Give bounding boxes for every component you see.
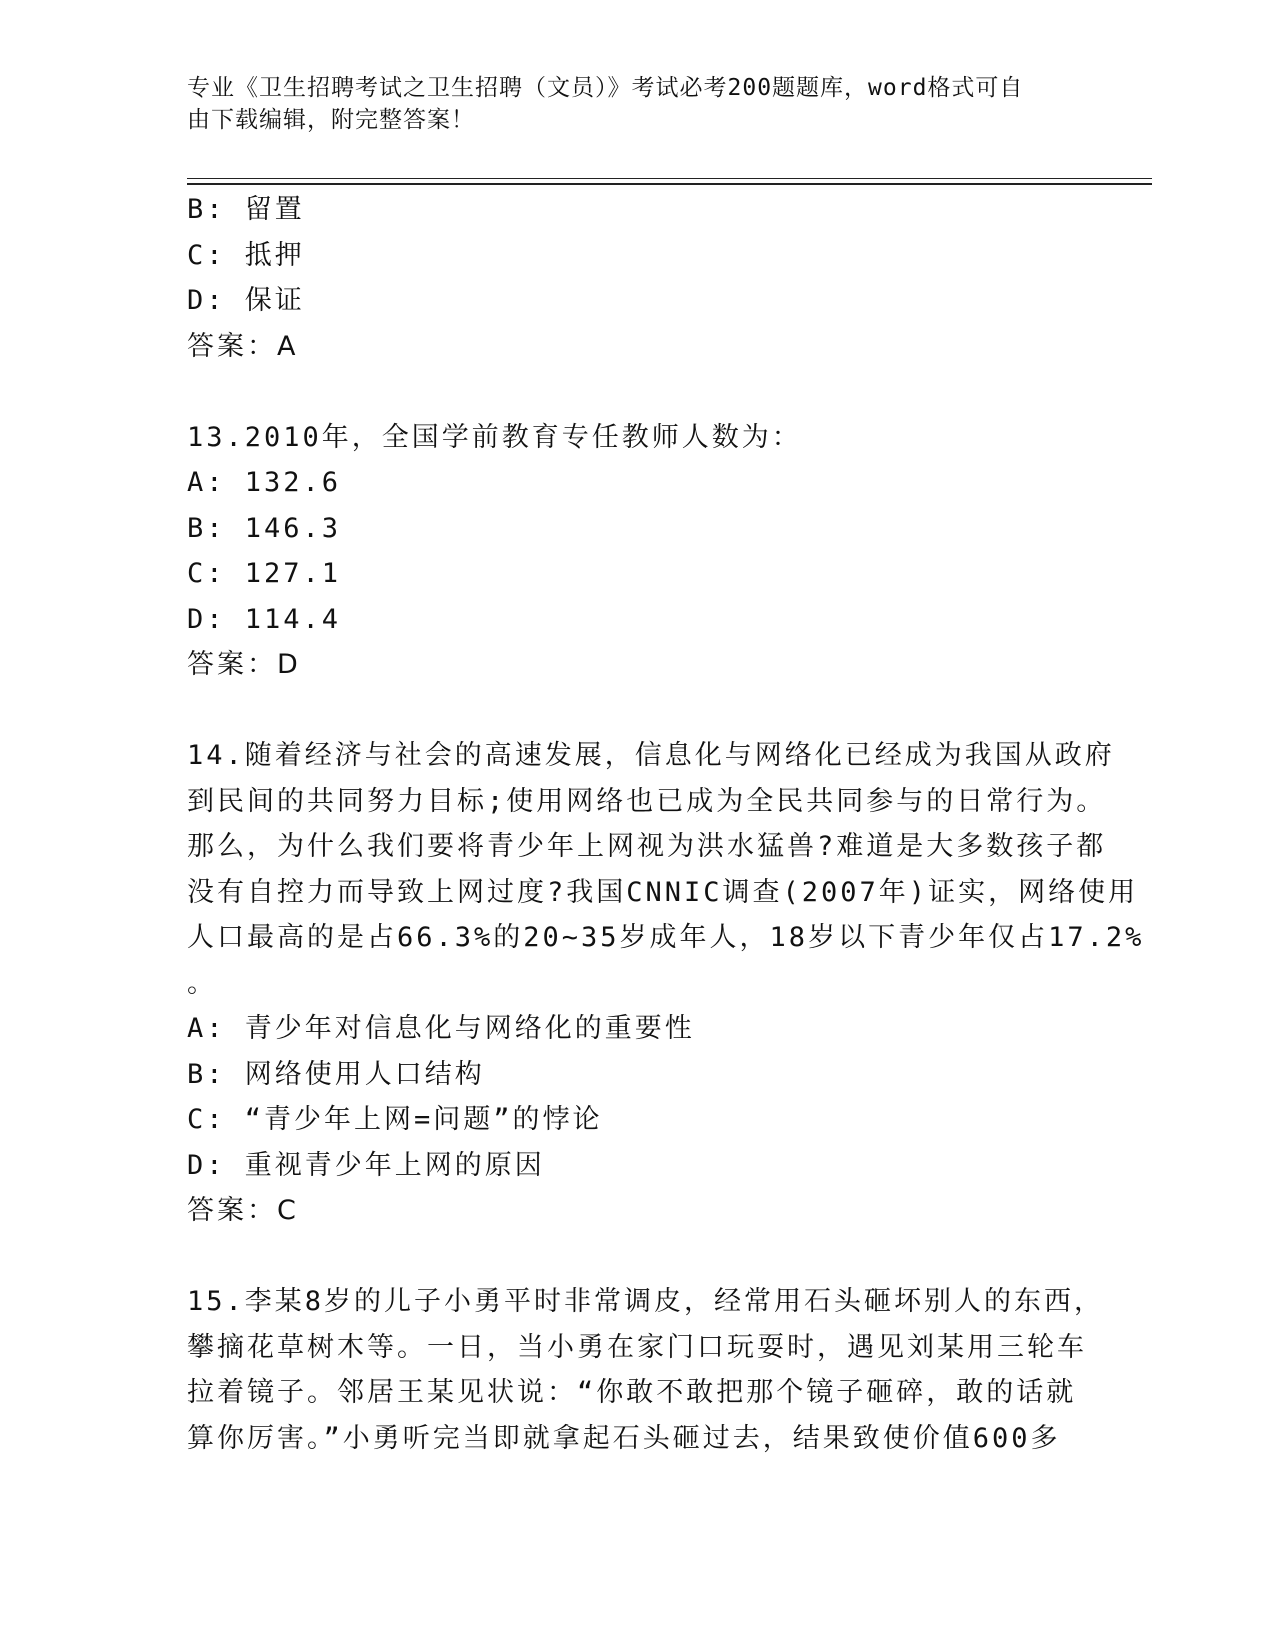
question-stem-line: 14.随着经济与社会的高速发展，信息化与网络化已经成为我国从政府 [187,740,1115,771]
question-stem-line: 攀摘花草树木等。一日，当小勇在家门口玩耍时，遇见刘某用三轮车 [187,1331,1087,1363]
question-content [187,187,1145,1461]
previous-question [187,187,1087,369]
question-stem-line: 拉着镜子。邻居王某见状说：“你敢不敢把那个镜子砸碎，敢的话就 [187,1377,1077,1408]
question-15 [187,1279,1105,1461]
question-stem: 13.2010年，全国学前教育专任教师人数为： [187,421,802,453]
question-stem-line: 15.李某8岁的儿子小勇平时非常调皮，经常用石头砸坏别人的东西， [187,1286,1105,1317]
option-b: B: 留置 [187,194,305,225]
question-13 [187,415,1087,688]
question-stem-line: 到民间的共同努力目标;使用网络也已成为全民共同参与的日常行为。 [187,785,1107,817]
question-stem-line: 算你厉害。”小勇听完当即就拿起石头砸过去，结果致使价值600多 [187,1422,1061,1454]
option-d: D: 保证 [187,285,305,316]
option-a: A: 132.6 [187,467,342,498]
spacer [187,1234,1087,1280]
option-a: A: 青少年对信息化与网络化的重要性 [187,1013,695,1044]
header-line-1: 专业《卫生招聘考试之卫生招聘（文员）》考试必考200题题库，word格式可自 [187,75,1024,101]
option-d: D: 114.4 [187,603,342,635]
question-14 [187,733,1145,1234]
option-c: C: “青少年上网=问题”的悖论 [187,1104,603,1135]
option-b: B: 网络使用人口结构 [187,1058,485,1090]
question-stem-line: 。 [187,967,217,999]
spacer [187,369,1087,415]
header-divider-thick [187,183,1152,185]
option-c: C: 抵押 [187,239,305,271]
option-c: C: 127.1 [187,558,342,589]
answer-line: 答案：A [187,330,299,362]
header-line-2: 由下载编辑，附完整答案！ [187,107,475,133]
header-divider-thin [187,178,1152,179]
question-stem-line: 那么，为什么我们要将青少年上网视为洪水猛兽?难道是大多数孩子都 [187,831,1107,862]
question-stem-line: 没有自控力而导致上网过度?我国CNNIC调查(2007年)证实，网络使用 [187,876,1139,908]
option-d: D: 重视青少年上网的原因 [187,1149,545,1181]
answer-line: 答案：C [187,1195,299,1226]
question-stem-line: 人口最高的是占66.3%的20~35岁成年人，18岁以下青少年仅占17.2% [187,922,1145,953]
answer-line: 答案：D [187,649,301,680]
option-b: B: 146.3 [187,512,342,544]
document-header [187,72,1067,136]
spacer [187,688,1087,734]
